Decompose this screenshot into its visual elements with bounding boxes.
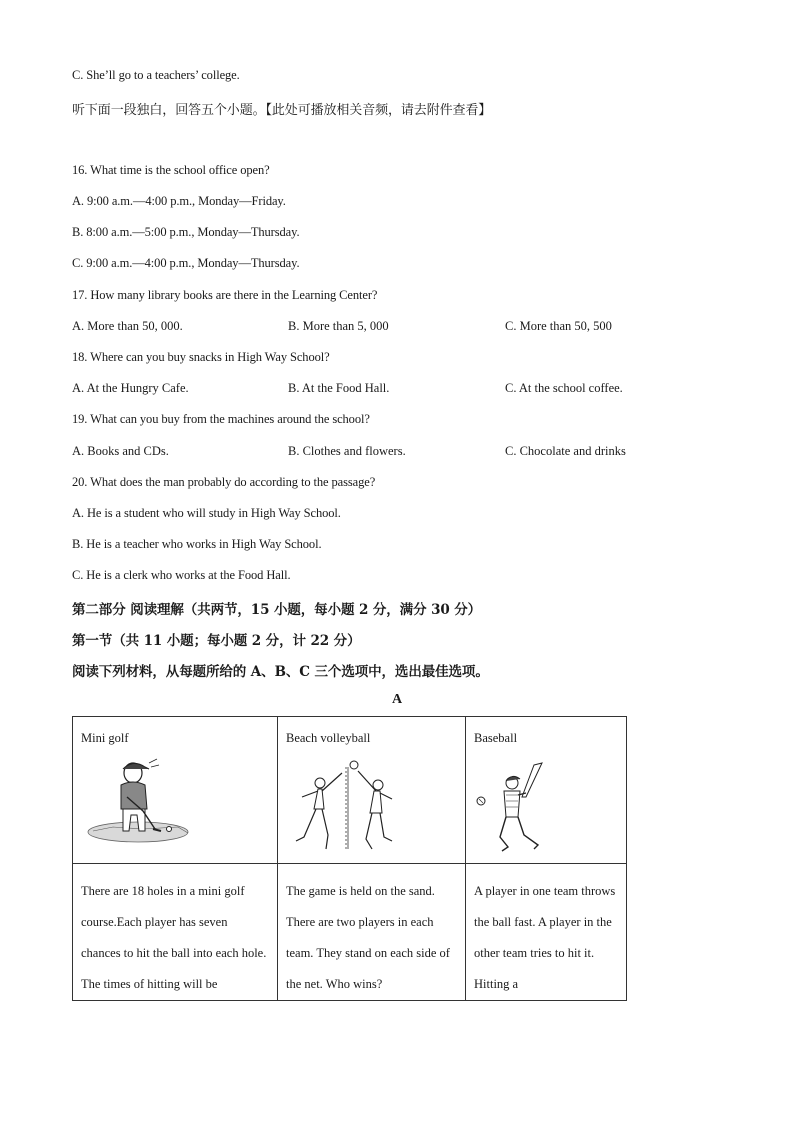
q18-option-b: B. At the Food Hall. xyxy=(288,381,390,395)
baseball-title: Baseball xyxy=(474,731,518,745)
q19-question: 19. What can you buy from the machines around the school? xyxy=(72,412,370,426)
mini-golf-cell xyxy=(73,717,278,864)
q20-option-c: C. He is a clerk who works at the Food Hall. xyxy=(72,568,291,582)
q16-option-b: B. 8:00 a.m.—5:00 p.m., Monday—Thursday. xyxy=(72,225,300,239)
beach-volleyball-description: The game is held on the sand. There are two players in each team. They stand on each side of the net. Who wins? xyxy=(286,884,450,991)
mini-golf-description-cell xyxy=(73,864,278,1001)
q19-option-b: B. Clothes and flowers. xyxy=(288,444,406,458)
baseball-description: A player in one team throws the ball fast. A player in the other team tries to hit it. Hitting a xyxy=(474,884,616,991)
q17-option-c: C. More than 50, 500 xyxy=(505,319,612,333)
q19-option-c: C. Chocolate and drinks xyxy=(505,444,626,458)
mini-golf-description: There are 18 holes in a mini golf course.Each player has seven chances to hit the ball into each hole. The times of hitting will be xyxy=(81,884,267,991)
table-description-row xyxy=(73,864,627,1001)
beach-volleyball-cell xyxy=(278,717,466,864)
volleyball-players-illustration xyxy=(288,759,408,853)
section1-heading: 第一节（共 11 小题；每小题 2 分，计 22 分） xyxy=(72,633,361,649)
baseball-batter-illustration xyxy=(474,761,564,855)
listening-instruction: 听下面一段独白，回答五个小题。【此处可播放相关音频，请去附件查看】 xyxy=(72,103,492,118)
part2-heading: 第二部分 阅读理解（共两节，15 小题，每小题 2 分，满分 30 分） xyxy=(72,602,482,618)
q20-question: 20. What does the man probably do according to the passage? xyxy=(72,475,376,489)
reading-instruction: 阅读下列材料，从每题所给的 A、B、C 三个选项中，选出最佳选项。 xyxy=(72,664,489,680)
q16-option-c: C. 9:00 a.m.—4:00 p.m., Monday—Thursday. xyxy=(72,256,300,270)
sports-table xyxy=(72,716,627,1001)
q20-option-a: A. He is a student who will study in High Way School. xyxy=(72,506,341,520)
beach-volleyball-description-cell xyxy=(278,864,466,1001)
q19-option-a: A. Books and CDs. xyxy=(72,444,169,458)
beach-volleyball-title: Beach volleyball xyxy=(286,731,371,745)
baseball-description-cell xyxy=(466,864,627,1001)
q17-option-b: B. More than 5, 000 xyxy=(288,319,389,333)
table-header-row xyxy=(73,717,627,864)
q17-question: 17. How many library books are there in the Learning Center? xyxy=(72,288,378,302)
mini-golf-title: Mini golf xyxy=(81,731,129,745)
q18-option-c: C. At the school coffee. xyxy=(505,381,623,395)
q18-option-a: A. At the Hungry Cafe. xyxy=(72,381,189,395)
q16-question: 16. What time is the school office open? xyxy=(72,163,270,177)
q18-question: 18. Where can you buy snacks in High Way School? xyxy=(72,350,330,364)
q17-option-a: A. More than 50, 000. xyxy=(72,319,183,333)
q20-option-b: B. He is a teacher who works in High Way School. xyxy=(72,537,322,551)
passage-letter: A xyxy=(391,692,403,707)
top-option-c: C. She’ll go to a teachers’ college. xyxy=(72,68,240,82)
golfer-illustration xyxy=(83,757,193,847)
baseball-cell xyxy=(466,717,627,864)
q16-option-a: A. 9:00 a.m.—4:00 p.m., Monday—Friday. xyxy=(72,194,286,208)
